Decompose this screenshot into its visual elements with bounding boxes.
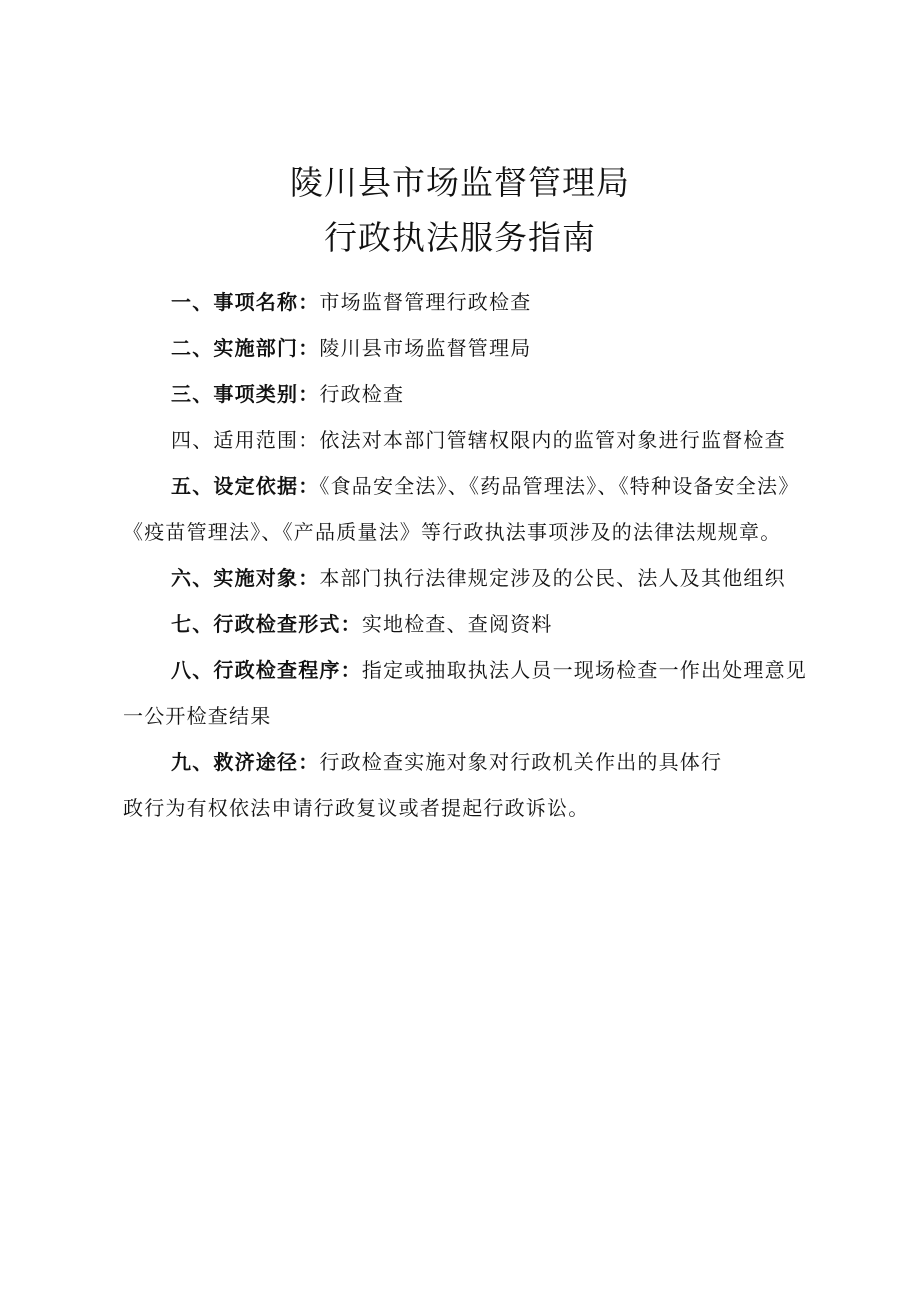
section-value: 行政检查实施对象对行政机关作出的具体行	[319, 750, 723, 774]
section-label: 三、事项类别：	[171, 382, 320, 406]
document-title-line-1: 陵川县市场监督管理局	[290, 163, 630, 202]
section-remedy-line-2	[123, 785, 813, 831]
section-value: 指定或抽取执法人员一现场检查一作出处理意见一公开检查结果	[123, 658, 808, 728]
section-label: 六、实施对象：	[171, 566, 320, 590]
section-inspection-procedure	[123, 647, 813, 739]
section-value: 行政检查	[319, 382, 405, 406]
document-title-line-2: 行政执法服务指南	[324, 218, 596, 257]
section-value: 实地检查、查阅资料	[361, 612, 553, 636]
section-value: 市场监督管理行政检查	[319, 290, 532, 314]
section-category	[123, 371, 813, 417]
section-label: 九、救济途径：	[171, 750, 320, 774]
section-item-name	[123, 279, 813, 325]
section-remedy	[123, 739, 813, 831]
section-label: 五、设定依据：	[171, 474, 320, 498]
section-label: 二、实施部门：	[171, 336, 320, 360]
section-value: 依法对本部门管辖权限内的监管对象进行监督检查	[319, 428, 786, 452]
document-body	[123, 279, 813, 831]
section-legal-basis	[123, 463, 813, 555]
section-value: 政行为有权依法申请行政复议或者提起行政诉讼。	[123, 796, 590, 820]
section-scope	[123, 417, 813, 463]
section-remedy-line-1	[123, 739, 813, 785]
section-department	[123, 325, 813, 371]
section-label: 一、事项名称：	[171, 290, 320, 314]
section-label: 七、行政检查形式：	[171, 612, 362, 636]
section-label: 四、适用范围：	[171, 428, 320, 452]
section-target	[123, 555, 813, 601]
section-label: 八、行政检查程序：	[171, 658, 362, 682]
section-inspection-form	[123, 601, 813, 647]
section-value: 《食品安全法》、《药品管理法》、《特种设备安全法》《疫苗管理法》、《产品质量法》等行政执法事项涉及的法律法规规章。	[123, 474, 800, 544]
section-value: 陵川县市场监督管理局	[319, 336, 532, 360]
section-value: 本部门执行法律规定涉及的公民、法人及其他组织	[319, 566, 786, 590]
